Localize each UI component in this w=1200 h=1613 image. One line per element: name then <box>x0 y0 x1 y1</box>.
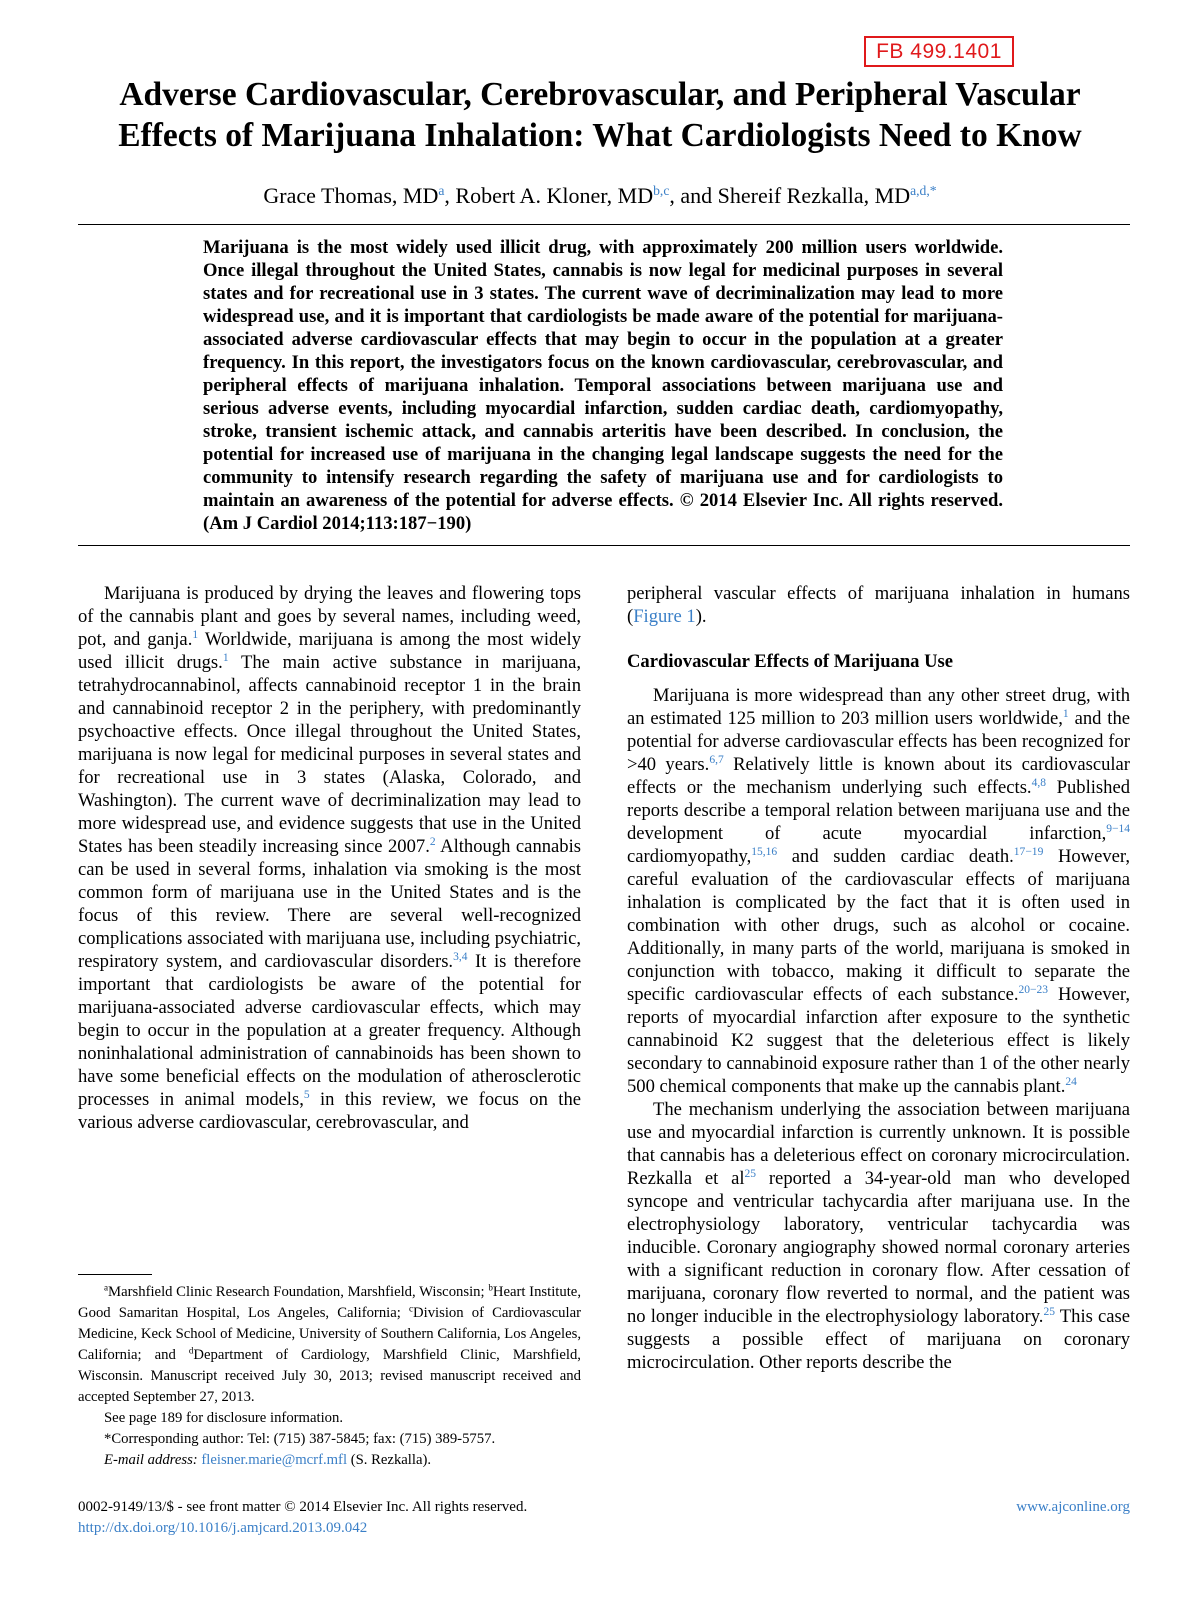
citation-link[interactable]: 25 <box>744 1168 757 1181</box>
archive-stamp: FB 499.1401 <box>864 36 1014 67</box>
citation-link[interactable]: 1 <box>222 652 229 665</box>
right-column <box>627 582 1130 1374</box>
doi-link[interactable]: http://dx.doi.org/10.1016/j.amjcard.2013.09.042 <box>78 1520 368 1536</box>
citation-link[interactable]: 6,7 <box>709 754 724 767</box>
footnote-rule <box>78 1274 152 1275</box>
body-paragraph-1: Marijuana is produced by drying the leaves and flowering tops of the cannabis plant and goes by several names, including weed, pot, and ganja.$^1$ Worldwide, marijuana is among the most widely used illicit drugs.$^1$ The main active substance in marijuana, tetrahydrocannabinol, affects cannabinoid receptor 1 in the brain and cannabinoid receptor 2 in the periphery, with predominantly psychoactive effects. Once illegal throughout the United States, marijuana is now legal for medicinal purposes in several states and for recreational use in 3 states (Alaska, Colorado, and Washington). The current wave of decriminalization may lead to more widespread use, and evidence suggests that use in the United States has been steadily increasing since 2007.$^2$ Although cannabis can be used in several forms, inhalation via smoking is the most common form of marijuana use in the United States and is the focus of this review. There are several well-recognized complications associated with marijuana use, including psychiatric, respiratory system, and cardiovascular disorders.$^{3,4}$ It is therefore important that cardiologists be aware of the potential for marijuana-associated adverse cardiovascular effects, which may begin to occur in the population at a greater frequency. Although noninhalational administration of cannabinoids has been shown to have some beneficial effects on the modulation of atherosclerotic processes in animal models,$^5$ in this review, we focus on the various adverse cardiovascular, cerebrovascular, and <box>78 583 581 1133</box>
article-title <box>60 74 1140 156</box>
body-paragraph-3: The mechanism underlying the association between marijuana use and myocardial infarction is currently unknown. It is possible that cannabis has a deleterious effect on coronary microcirculation. Rezkalla et $al^{25}$ reported a 34-year-old man who developed syncope and ventricular tachycardia after marijuana use. In the electrophysiology laboratory, ventricular tachycardia was inducible. Coronary angiography showed normal coronary arteries with a significant reduction in coronary flow. After cessation of marijuana, coronary flow reverted to normal, and the patient was no longer inducible in the electrophysiology laboratory.$^{25}$ This case suggests a possible effect of marijuana on coronary microcirculation. Other reports describe the <box>627 1099 1130 1373</box>
email-footnote: E-mail address: fleisner.marie@mcrf.mfl (S. Rezkalla). <box>104 1452 432 1468</box>
citation-link[interactable]: 17−19 <box>1013 846 1044 859</box>
section-heading: Cardiovascular Effects of Marijuana Use <box>627 651 954 672</box>
abstract-bottom-rule <box>78 545 1130 546</box>
footnotes <box>78 1282 581 1471</box>
affiliation-link[interactable]: a,d, <box>910 182 930 198</box>
affiliation-link[interactable]: a <box>438 182 445 198</box>
journal-site-link[interactable]: www.ajconline.org <box>1016 1499 1130 1515</box>
citation-link[interactable]: 1 <box>1062 708 1069 721</box>
corresponding-author-link[interactable]: * <box>929 182 937 198</box>
citation-link[interactable]: 15,16 <box>751 846 778 859</box>
citation-link[interactable]: 20−23 <box>1018 984 1049 997</box>
citation-link[interactable]: 1 <box>192 629 199 642</box>
citation-link[interactable]: 5 <box>303 1089 310 1102</box>
citation-link[interactable]: 2 <box>429 836 436 849</box>
citation-link[interactable]: 25 <box>1043 1306 1055 1319</box>
author: Grace Thomas, $MD^a$, <box>263 182 456 208</box>
citation-link[interactable]: 9−14 <box>1106 823 1130 836</box>
disclosure-footnote: See page 189 for disclosure information. <box>104 1410 344 1426</box>
figure-1-link[interactable]: Figure 1 <box>633 606 696 627</box>
affiliation-marker: c <box>408 1303 414 1314</box>
corresponding-footnote: *Corresponding author: Tel: (715) 387-5845; fax: (715) 389-5757. <box>104 1431 496 1447</box>
email-link[interactable]: fleisner.marie@mcrf.mfl <box>201 1452 348 1468</box>
body-paragraph-continued: peripheral vascular effects of marijuana inhalation in humans (Figure 1). <box>627 583 1130 627</box>
citation-link[interactable]: 24 <box>1065 1076 1077 1089</box>
affiliations-footnote: $^a$Marshfield Clinic Research Foundation, Marshfield, Wisconsin; $^b$Heart Institute, Good Samaritan Hospital, Los Angeles, California; $^c$Division of Cardiovascular Medicine, Keck School of Medicine, University of Southern California, Los Angeles, California; and $^d$Department of Cardiology, Marshfield Clinic, Marshfield, Wisconsin. Manuscript received July 30, 2013; revised manuscript received and accepted September 27, 2013. <box>78 1282 581 1405</box>
author-list <box>60 182 1140 210</box>
affiliation-marker: d <box>188 1345 194 1356</box>
affiliation-marker: b <box>488 1282 493 1293</box>
issn-line: 0002-9149/13/$ - see front matter © 2014 Elsevier Inc. All rights reserved. <box>78 1499 528 1515</box>
citation-link[interactable]: 4,8 <box>1031 777 1046 790</box>
left-column <box>78 582 581 1134</box>
abstract: Marijuana is the most widely used illicit drug, with approximately 200 million users worldwide. Once illegal throughout the United States, cannabis is now legal for medicinal purposes in several states and for recreational use in 3 states. The current wave of decriminalization may lead to more widespread use, and it is important that cardiologists be made aware of the potential for marijuana-associated adverse cardiovascular effects that may begin to occur in the population at a greater frequency. In this report, the investigators focus on the known cardiovascular, cerebrovascular, and peripheral effects of marijuana inhalation. Temporal associations between marijuana use and serious adverse events, including myocardial infarction, sudden cardiac death, cardiomyopathy, stroke, transient ischemic attack, and cannabis arteritis have been described. In conclusion, the potential for increased use of marijuana in the changing legal landscape suggests the need for the community to intensify research regarding the safety of marijuana use and for cardiologists to maintain an awareness of the potential for adverse effects. © 2014 Elsevier Inc. All rights reserved. (Am J Cardiol 2014;113:187−190) <box>203 237 1003 534</box>
body-paragraph-2: Marijuana is more widespread than any other street drug, with an estimated 125 million to 203 million users worldwide,$^1$ and the potential for adverse cardiovascular effects has been recognized for >40 years.$^{6,7}$ Relatively little is known about its cardiovascular effects or the mechanism underlying such effects.$^{4,8}$ Published reports describe a temporal relation between marijuana use and the development of acute myocardial infarction,$^{9-14}$ cardiomyopathy,$^{15,16}$ and sudden cardiac death.$^{17-19}$ However, careful evaluation of the cardiovascular effects of marijuana inhalation is complicated by the fact that it is often used in combination with other drugs, such as alcohol or cocaine. Additionally, in many parts of the world, marijuana is smoked in conjunction with tobacco, making it difficult to separate the specific cardiovascular effects of each substance.$^{20-23}$ However, reports of myocardial infarction after exposure to the synthetic cannabinoid K2 suggest that the deleterious effect is likely secondary to cannabinoid exposure rather than 1 of the other nearly 500 chemical components that make up the cannabis plant.$^{24}$ <box>627 685 1131 1097</box>
footer-left <box>78 1497 527 1539</box>
author: Robert A. Kloner, MD$^{b,c}$, and <box>455 182 718 208</box>
author: Shereif Rezkalla, $MD^{a,d,*}$ <box>717 182 937 208</box>
abstract-top-rule <box>78 224 1130 225</box>
affiliation-marker: a <box>104 1282 109 1293</box>
title-line-2: Effects of Marijuana Inhalation: What Cardiologists Need to Know <box>118 117 1082 154</box>
title-line-1: Adverse Cardiovascular, Cerebrovascular, and Peripheral Vascular <box>119 76 1081 113</box>
citation-link[interactable]: 3,4 <box>453 951 468 964</box>
affiliation-link[interactable]: b,c <box>653 182 670 198</box>
